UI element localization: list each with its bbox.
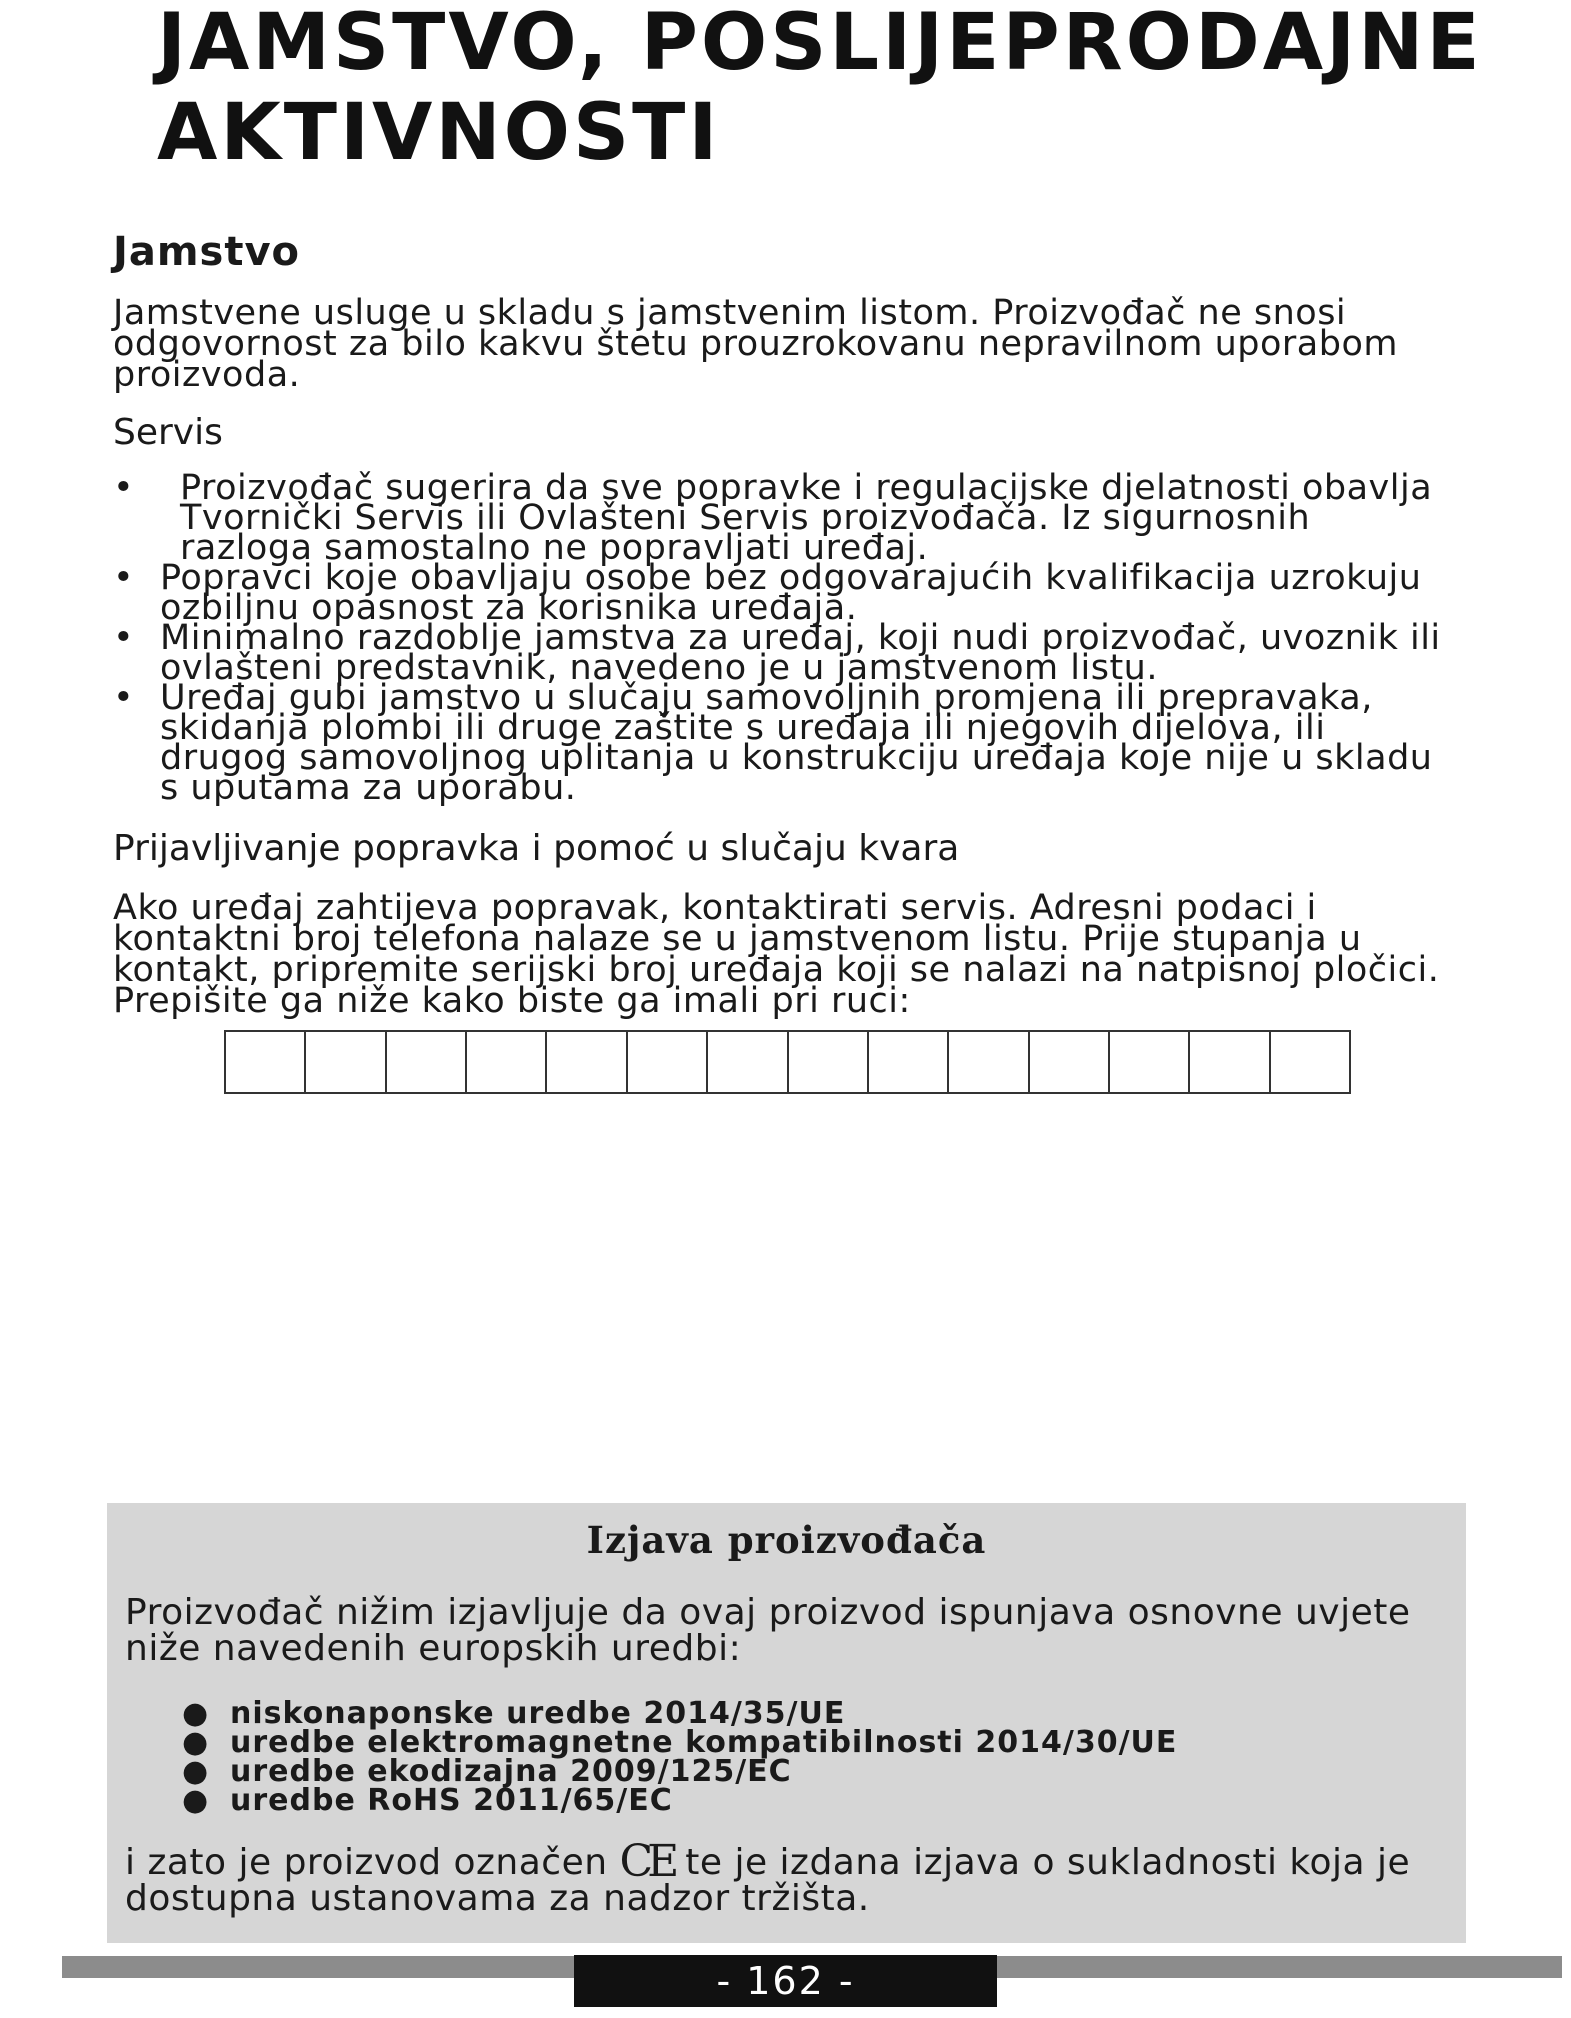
serial-cell[interactable] (1110, 1032, 1190, 1092)
manufacturer-declaration (107, 1503, 1466, 1943)
serial-cell[interactable] (226, 1032, 306, 1092)
regulation-list (182, 1696, 1178, 1818)
ce-mark-icon: CE (619, 1836, 674, 1887)
serial-cell[interactable] (869, 1032, 949, 1092)
list-item: ● uredbe elektromagnetne kompatibilnosti 2014/30/UE (182, 1725, 1178, 1760)
list-item: • Minimalno razdoblje jamstva za uređaj, koji nudi proizvođač, uvoznik ili ovlašteni predstavnik, navedeno je u jamstvenom listu. (113, 618, 1441, 688)
serial-cell[interactable] (708, 1032, 788, 1092)
serial-cell[interactable] (1190, 1032, 1270, 1092)
service-label: Servis (113, 412, 223, 453)
list-item: • Proizvođač sugerira da sve popravke i regulacijske djelatnosti obavlja Tvornički Servis ili Ovlašteni Servis proizvođača. Iz sigurnosnih razloga samostalno ne popravljati uređaj. (113, 468, 1433, 568)
bullet-icon: • (113, 468, 135, 508)
service-bullet-list (113, 468, 1453, 808)
bullet-icon: ● (182, 1696, 210, 1731)
list-item: ● niskonaponske uredbe 2014/35/UE (182, 1696, 846, 1731)
serial-number-boxes[interactable] (224, 1030, 1351, 1094)
serial-cell[interactable] (387, 1032, 467, 1092)
bullet-icon: • (113, 678, 135, 718)
bullet-icon: ● (182, 1725, 210, 1760)
bullet-icon: ● (182, 1783, 210, 1818)
page-title: JAMSTVO, POSLIJEPRODAJNE AKTIVNOSTI (157, 0, 1483, 178)
section-heading-warranty: Jamstvo (113, 229, 301, 275)
serial-cell[interactable] (949, 1032, 1029, 1092)
repair-heading: Prijavljivanje popravka i pomoć u slučaju kvara (113, 828, 960, 869)
page-number: - 162 - (574, 1955, 997, 2007)
serial-cell[interactable] (467, 1032, 547, 1092)
bullet-icon: ● (182, 1754, 210, 1789)
serial-cell[interactable] (547, 1032, 627, 1092)
list-item: • Uređaj gubi jamstvo u slučaju samovoljnih promjena ili prepravaka, skidanja plombi ili druge zaštite s uređaja ili njegovih dijelova, ili drugog samovoljnog uplitanja u konstrukciju uređaja koje nije u skladu s uputama za uporabu. (113, 678, 1433, 808)
list-item: ● uredbe RoHS 2011/65/EC (182, 1783, 673, 1818)
serial-cell[interactable] (628, 1032, 708, 1092)
serial-cell[interactable] (1030, 1032, 1110, 1092)
declaration-intro: Proizvođač nižim izjavljuje da ovaj proizvod ispunjava osnovne uvjete niže navedenih europskih uredbi: (125, 1592, 1411, 1669)
bullet-icon: • (113, 618, 135, 658)
list-item: • Popravci koje obavljaju osobe bez odgovarajućih kvalifikacija uzrokuju ozbiljnu opasnost za korisnika uređaja. (113, 558, 1422, 628)
repair-text: Ako uređaj zahtijeva popravak, kontaktirati servis. Adresni podaci i kontaktni broj telefona nalaze se u jamstvenom listu. Prije stupanja u kontakt, pripremite serijski broj uređaja koji se nalazi na natpisnoj pločici. Prepišite ga niže kako biste ga imali pri ruci: (113, 888, 1440, 1021)
serial-cell[interactable] (1271, 1032, 1349, 1092)
serial-cell[interactable] (306, 1032, 386, 1092)
bullet-icon: • (113, 558, 135, 598)
warranty-text: Jamstvene usluge u skladu s jamstvenim listom. Proizvođač ne snosi odgovornost za bilo kakvu štetu prouzrokovanu nepravilnom uporabom proizvoda. (113, 293, 1398, 395)
list-item: ● uredbe ekodizajna 2009/125/EC (182, 1754, 792, 1789)
serial-cell[interactable] (789, 1032, 869, 1092)
declaration-outro: i zato je proizvod označen CE te je izdana izjava o sukladnosti koja je dostupna ustanovama za nadzor tržišta. (125, 1836, 1411, 1919)
declaration-title: Izjava proizvođača (586, 1518, 987, 1562)
